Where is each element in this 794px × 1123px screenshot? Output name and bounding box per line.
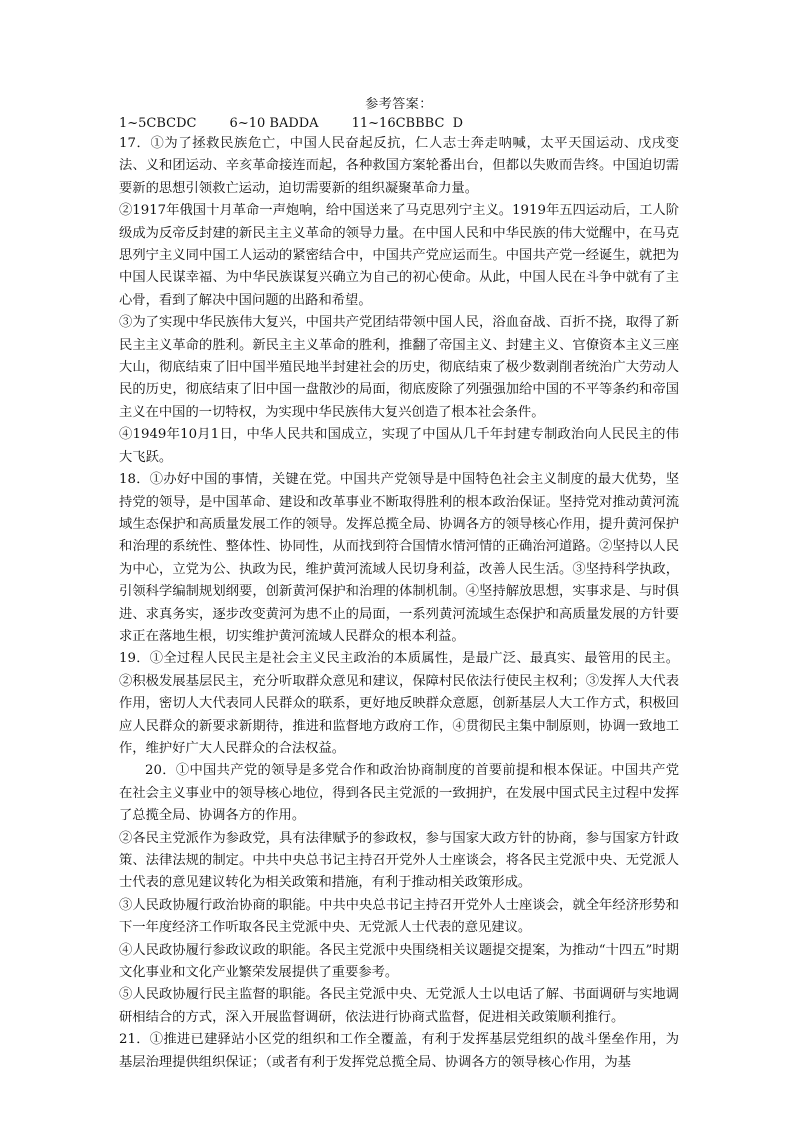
answer-17-part-4: ④1949年10月1日，中华人民共和国成立，实现了中国从几千年封建专制政治向人民民主的伟大飞跃。 [119, 427, 679, 465]
answer-20-part-1: 20．①中国共产党的领导是多党合作和政治协商制度的首要前提和根本保证。中国共产党在社会主义事业中的领导核心地位，得到各民主党派的一致拥护，在发展中国式民主过程中发挥了总揽全局、协调各方的作用。 [119, 763, 679, 824]
choice-answers: 1~5CBCDC 6~10 BADDA 11~16CBBBC D [119, 116, 464, 131]
answer-17-part-1: 17．①为了拯救民族危亡，中国人民奋起反抗，仁人志士奔走呐喊，太平天国运动、戊戌变法、义和团运动、辛亥革命接连而起，各种救国方案轮番出台，但都以失败而告终。中国迫切需要新的思想引领救亡运动，迫切需要新的组织凝聚革命力量。 [119, 136, 679, 196]
answer-20-part-3: ③人民政协履行政治协商的职能。中共中央总书记主持召开党外人士座谈会，就全年经济形势和下一年度经济工作听取各民主党派中央、无党派人士代表的意见建议。 [119, 897, 679, 936]
answer-19: 19．①全过程人民民主是社会主义民主政治的本质属性，是最广泛、最真实、最管用的民主。②积极发展基层民主，充分听取群众意见和建议，保障村民依法行使民主权利；③发挥人大代表作用，密切人大代表同人民群众的联系，更好地反映群众意愿，创新基层人大工作方式，积极回应人民群众的新要求新期待，推进和监督地方政府工作，④贯彻民主集中制原则，协调一致地工作，维护好广大人民群众的合法权益。 [119, 651, 679, 756]
answer-20-part-4: ④人民政协履行参政议政的职能。各民主党派中央围绕相关议题提交提案，为推动“十四五”时期文化事业和文化产业繁荣发展提供了重要参考。 [119, 942, 679, 981]
answer-page [119, 96, 679, 1074]
answer-20-part-5: ⑤人民政协履行民主监督的职能。各民主党派中央、无党派人士以电话了解、书面调研与实地调研相结合的方式，深入开展监督调研，依法进行协商式监督，促进相关政策顺利推行。 [119, 987, 679, 1025]
answer-17-part-3: ③为了实现中华民族伟大复兴，中国共产党团结带领中国人民，浴血奋战、百折不挠，取得了新民主主义革命的胜利。新民主主义革命的胜利，推翻了帝国主义、封建主义、官僚资本主义三座大山，彻底结束了旧中国半殖民地半封建社会的历史，彻底结束了极少数剥削者统治广大劳动人民的历史，彻底结束了旧中国一盘散沙的局面，彻底废除了列强强加给中国的不平等条约和帝国主义在中国的一切特权，为实现中华民族伟大复兴创造了根本社会条件。 [119, 315, 679, 420]
answer-17-part-2: ②1917年俄国十月革命一声炮响，给中国送来了马克思列宁主义。1919年五四运动后，工人阶级成为反帝反封建的新民主主义革命的领导力量。在中国人民和中华民族的伟大觉醒中，在马克思列宁主义同中国工人运动的紧密结合中，中国共产党应运而生。中国共产党一经诞生，就把为中国人民谋幸福、为中华民族谋复兴确立为自己的初心使命。从此，中国人民在斗争中就有了主心骨，看到了解决中国问题的出路和希望。 [119, 203, 679, 308]
answer-20-part-2: ②各民主党派作为参政党，具有法律赋予的参政权，参与国家大政方针的协商，参与国家方针政策、法律法规的制定。中共中央总书记主持召开党外人士座谈会，将各民主党派中央、无党派人士代表的意见建议转化为相关政策和措施，有利于推动相关政策形成。 [119, 830, 679, 891]
answer-18: 18．①办好中国的事情，关键在党。中国共产党领导是中国特色社会主义制度的最大优势，坚持党的领导，是中国革命、建设和改革事业不断取得胜利的根本政治保证。坚持党对推动黄河流域生态保护和高质量发展工作的领导。发挥总揽全局、协调各方的领导核心作用，提升黄河保护和治理的系统性、整体性、协同性，从而找到符合国情水情河情的正确治河道路。②坚持以人民为中心，立党为公、执政为民，维护黄河流域人民切身利益，改善人民生活。③坚持科学执政，引领科学编制规划纲要，创新黄河保护和治理的体制机制。④坚持解放思想，实事求是、与时俱进、求真务实，逐步改变黄河为患不止的局面，一系列黄河流域生态保护和高质量发展的方针要求正在落地生根，切实维护黄河流域人民群众的根本利益。 [119, 472, 679, 644]
answer-21: 21．①推进已建驿站小区党的组织和工作全覆盖，有利于发挥基层党组织的战斗堡垒作用，为基层治理提供组织保证；（或者有利于发挥党总揽全局、协调各方的领导核心作用，为基 [119, 1032, 679, 1070]
page-title: 参考答案： [365, 97, 433, 112]
